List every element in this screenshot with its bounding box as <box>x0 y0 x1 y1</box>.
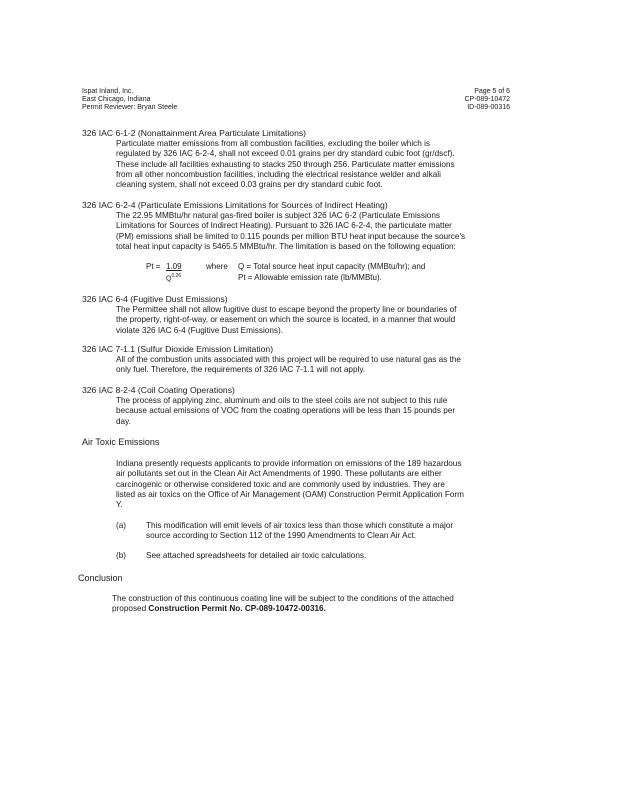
air-toxic-item-a-label: (a) <box>116 521 127 530</box>
body-line: air pollutants set out in the Clean Air Act Amendments of 1990. These pollutants are either <box>116 469 442 479</box>
body-line: Indiana presently requests applicants to provide information on emissions of the 189 hazardous <box>116 459 462 468</box>
section-title-6-1-2: 326 IAC 6-1-2 (Nonattainment Area Particulate Limitations) <box>82 128 307 138</box>
body-line: See attached spreadsheets for detailed air toxic calculations. <box>146 551 367 560</box>
section-title-8-2-4: 326 IAC 8-2-4 (Coil Coating Operations) <box>82 385 235 395</box>
body-line: from all other noncombustion facilities, including the electrical resistance welder and alkali <box>116 169 441 179</box>
section-title-7-1-1: 326 IAC 7-1.1 (Sulfur Dioxide Emission Limitation) <box>82 344 274 354</box>
body-line: total heat input capacity is 5465.5 MMBtu/hr. The limitation is based on the following equation: <box>116 241 456 251</box>
header-location: East Chicago, Indiana <box>82 96 151 103</box>
equation-where: where <box>206 262 228 271</box>
heading-air-toxic: Air Toxic Emissions <box>82 437 160 447</box>
equation-denominator: $Q^{0.26}$ <box>166 273 182 283</box>
equation-pt-definition: Pt = Allowable emission rate (lb/MMBtu). <box>238 273 382 282</box>
body-line: violate 326 IAC 6-4 (Fugitive Dust Emissions). <box>116 325 283 335</box>
body-line: All of the combustion units associated with this project will be required to use natural gas as the <box>116 355 461 364</box>
section-body-7-1-1 <box>116 355 461 376</box>
equation-lhs: Pt = <box>146 262 161 271</box>
air-toxic-body <box>116 459 464 510</box>
header-page: Page 5 of 6 <box>474 88 510 95</box>
conclusion-line-1: The construction of this continuous coating line will be subject to the conditions of the attached <box>112 594 454 603</box>
body-line: source according to Section 112 of the 1990 Amendments to Clean Air Act. <box>146 531 417 541</box>
body-line: This modification will emit levels of air toxics less than those which constitute a major <box>146 521 454 530</box>
body-line: listed as air toxics on the Office of Air Management (OAM) Construction Permit Application Form <box>116 489 464 499</box>
section-title-6-4: 326 IAC 6-4 (Fugitive Dust Emissions) <box>82 294 228 304</box>
body-line: day. <box>116 416 131 426</box>
body-line: These include all facilities exhausting to stacks 250 through 256. Particulate matter emissions <box>116 159 455 169</box>
permit-number: Construction Permit No. CP-089-10472-00316. <box>148 604 326 614</box>
equation-numerator: 1.09 <box>166 262 182 271</box>
body-line: Particulate matter emissions from all combustion facilities, excluding the boiler which is <box>116 139 430 148</box>
body-line: regulated by 326 IAC 6-2-4, shall not exceed 0.01 grains per dry standard cubic foot (gr/dscf). <box>116 149 455 159</box>
body-line: because actual emissions of VOC from the coating operations will be less than 15 pounds per <box>116 406 456 416</box>
header-left <box>82 88 177 112</box>
body-line: The process of applying zinc, aluminum and oils to the steel coils are not subject to this rule <box>116 396 448 405</box>
conclusion-line-2 <box>112 604 454 614</box>
body-line: Y. <box>116 500 123 510</box>
air-toxic-item-b <box>146 551 366 561</box>
header-company: Ispat Inland, Inc. <box>82 88 134 95</box>
body-line: The 22.95 MMBtu/hr natural gas-fired boiler is subject 326 IAC 6-2 (Particulate Emissions <box>116 211 441 220</box>
body-line: carcinogenic or otherwise considered toxic and are commonly used by industries. They are <box>116 479 445 489</box>
body-line: cleaning system, shall not exceed 0.03 grains per dry standard cubic foot. <box>116 180 383 190</box>
conclusion-prefix: proposed <box>112 604 149 614</box>
body-line: only fuel. Therefore, the requirements of 326 IAC 7-1.1 will not apply. <box>116 365 366 375</box>
body-line: Limitations for Sources of Indirect Heating). Pursuant to 326 IAC 6-2-4, the particulate matter <box>116 221 452 231</box>
header-id: ID-089-00316 <box>467 104 510 111</box>
section-body-8-2-4 <box>116 396 455 427</box>
section-body-6-2-4 <box>116 211 465 252</box>
body-line: The Permittee shall not allow fugitive dust to escape beyond the property line or boundaries of <box>116 305 457 314</box>
section-body-6-4 <box>116 305 456 336</box>
section-title-6-2-4: 326 IAC 6-2-4 (Particulate Emissions Limitations for Sources of Indirect Heating) <box>82 200 388 210</box>
section-body-6-1-2 <box>116 139 455 190</box>
air-toxic-item-b-label: (b) <box>116 551 127 560</box>
header-reviewer: Permit Reviewer: Bryan Steele <box>82 104 178 111</box>
heading-conclusion: Conclusion <box>78 573 123 583</box>
equation-q-definition: Q = Total source heat input capacity (MMBtu/hr); and <box>238 262 426 271</box>
header-permit-no: CP-089-10472 <box>464 96 510 103</box>
air-toxic-item-a <box>146 521 453 542</box>
header-right <box>430 88 510 112</box>
conclusion-body <box>112 594 454 615</box>
body-line: (PM) emissions shall be limited to 0.115 pounds per million BTU heat input because the source's <box>116 231 466 241</box>
body-line: the property, right-of-way, or easement on which the source is located, in a manner that would <box>116 315 456 325</box>
